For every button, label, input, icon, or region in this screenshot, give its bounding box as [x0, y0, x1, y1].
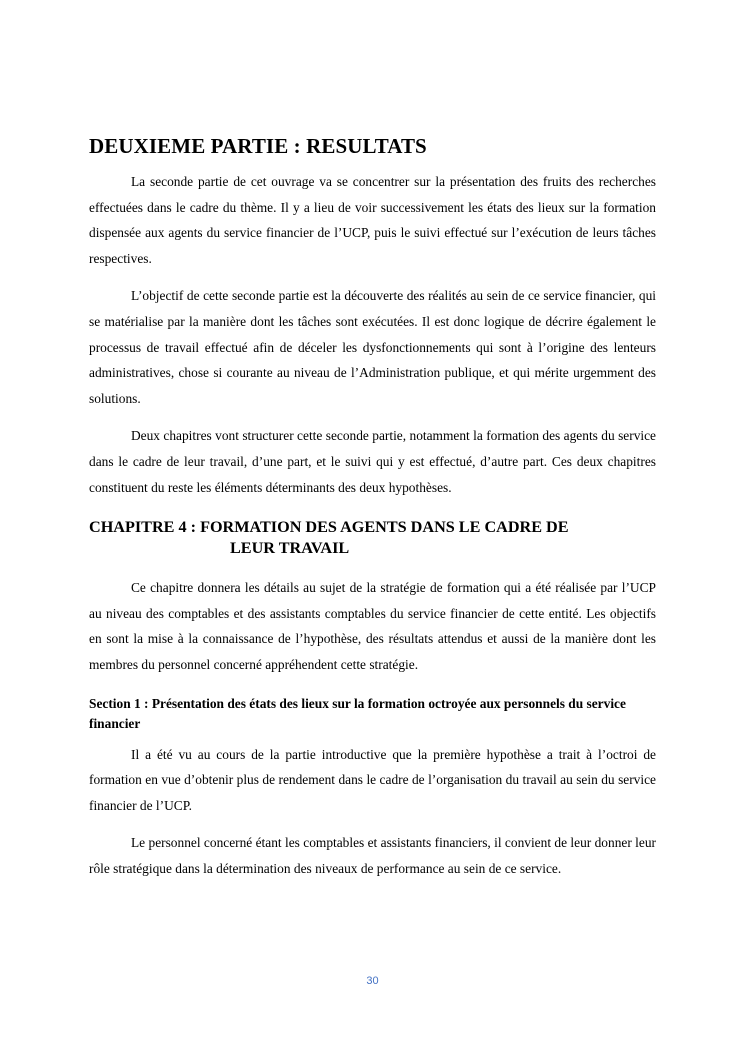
- chapter-paragraph: Ce chapitre donnera les détails au sujet de la stratégie de formation qui a été réalisée par l’UCP au niveau des comptables et des assistants comptables du service financier de cette entité. Les objectifs en sont la mise à la connaissance de l’hypothèse, des résultats attendus et aussi de la manière dont les membres du personnel concerné appréhendent cette stratégie.: [89, 580, 656, 672]
- chapter-title-line2: LEUR TRAVAIL: [230, 539, 350, 558]
- intro-paragraph-3: Deux chapitres vont structurer cette seconde partie, notamment la formation des agents du service dans le cadre de leur travail, d’une part, et le suivi qui y est effectué, d’autre part. Ces deux chapitres constituent du reste les éléments déterminants des deux hypothèses.: [89, 428, 656, 495]
- section-title: Section 1 : Présentation des états des lieux sur la formation octroyée aux personnels du service financier: [89, 695, 626, 731]
- section-paragraph-1: Il a été vu au cours de la partie introductive que la première hypothèse a trait à l’octroi de formation en vue d’obtenir plus de rendement dans le cadre de l’organisation du travail au sein du service financier de l’UCP.: [89, 746, 656, 813]
- intro-paragraph-2: L’objectif de cette seconde partie est la découverte des réalités au sein de ce service financier, qui se matérialise par la manière dont les tâches sont exécutées. Il est donc logique de décrire également le processus de travail effectué afin de déceler les dysfonctionnements qui sont à l’origine des lenteurs administratives, chose si courante au niveau de l’Administration publique, et qui mérite urgemment des solutions.: [89, 288, 656, 406]
- chapter-title: [89, 517, 656, 559]
- document-page: [89, 133, 656, 893]
- section-paragraph-2: Le personnel concerné étant les comptables et assistants financiers, il convient de leur donner leur rôle stratégique dans la détermination des niveaux de performance au sein de ce service.: [89, 835, 656, 876]
- chapter-title-line1: CHAPITRE 4 : FORMATION DES AGENTS DANS LE CADRE DE: [89, 518, 569, 537]
- intro-paragraph-1: La seconde partie de cet ouvrage va se concentrer sur la présentation des fruits des recherches effectuées dans le cadre du thème. Il y a lieu de voir successivement les états des lieux sur la formation dispensée aux agents du service financier de l’UCP, puis le suivi effectué sur l’exécution de leurs tâches respectives.: [89, 174, 656, 266]
- page-number: 30: [366, 975, 379, 987]
- part-title: DEUXIEME PARTIE : RESULTATS: [89, 134, 427, 158]
